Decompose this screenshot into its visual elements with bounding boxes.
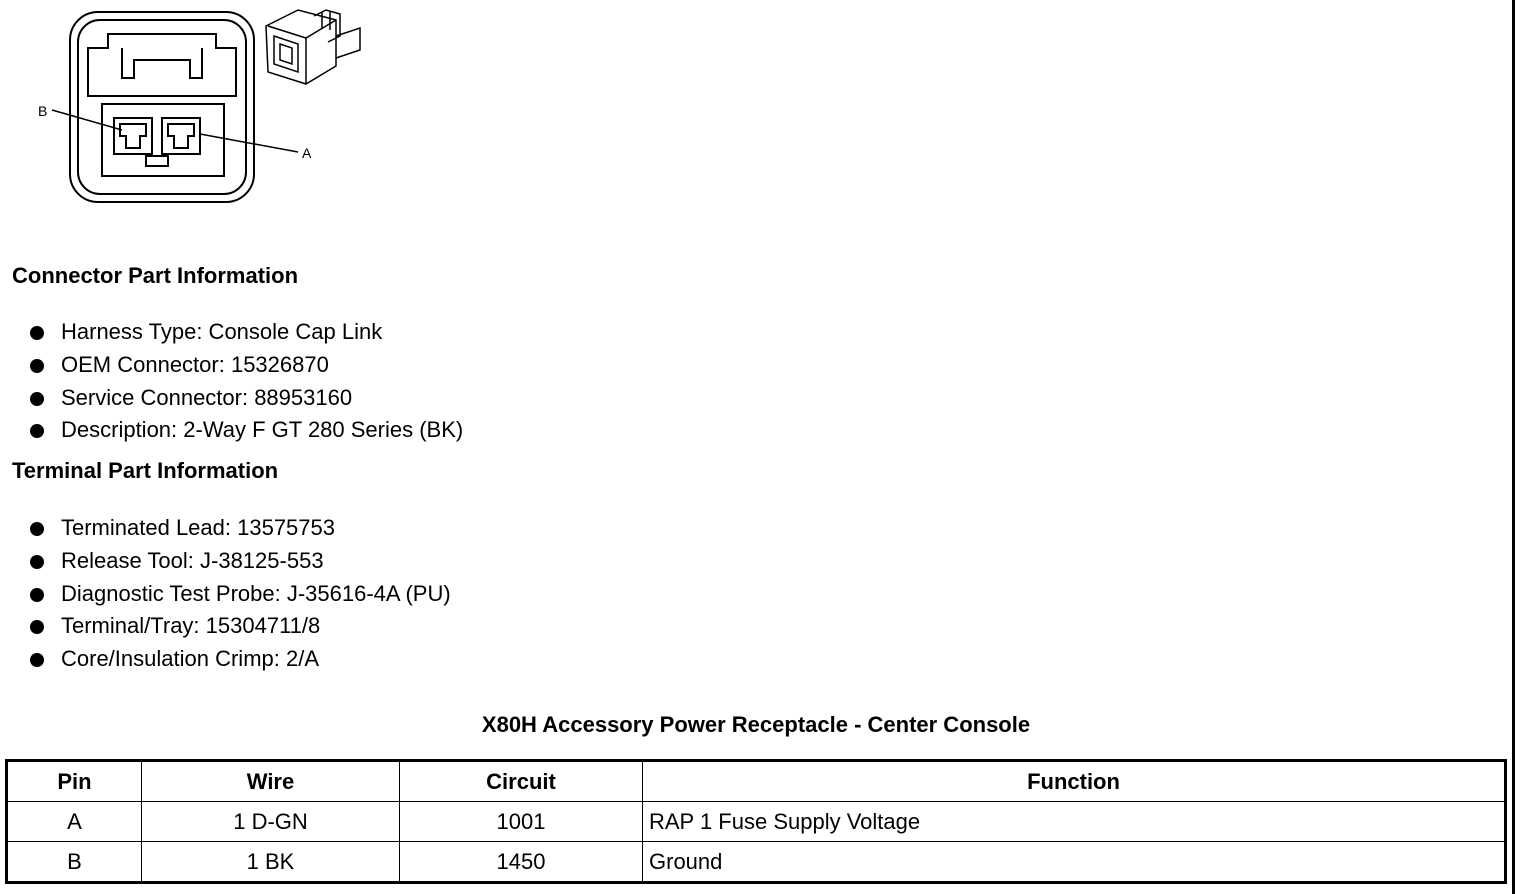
connector-info-list xyxy=(28,316,463,447)
terminal-info-list xyxy=(28,512,451,676)
column-header-pin: Pin xyxy=(7,761,142,802)
table-header-row xyxy=(7,761,1506,802)
bullet-icon xyxy=(30,326,44,340)
page-right-border xyxy=(1512,0,1515,894)
list-item: Service Connector: 88953160 xyxy=(28,382,463,415)
connector-info-heading: Connector Part Information xyxy=(12,263,299,288)
cell-function: Ground xyxy=(643,842,1506,883)
bullet-icon xyxy=(30,392,44,406)
terminal-cavity-a xyxy=(162,118,200,154)
connector-key xyxy=(146,156,168,166)
list-item: OEM Connector: 15326870 xyxy=(28,349,463,382)
pin-label-b: B xyxy=(38,103,48,119)
list-item: Harness Type: Console Cap Link xyxy=(28,316,463,349)
connector-housing-inner xyxy=(78,20,246,194)
pin-table xyxy=(5,759,1507,884)
connector-latch xyxy=(88,34,236,96)
connector-iso-view xyxy=(266,10,360,84)
cell-pin: B xyxy=(7,842,142,883)
list-item: Description: 2-Way F GT 280 Series (BK) xyxy=(28,414,463,447)
bullet-icon xyxy=(30,620,44,634)
bullet-icon xyxy=(30,522,44,536)
column-header-wire: Wire xyxy=(142,761,400,802)
connector-face-diagram xyxy=(30,6,370,216)
bullet-icon xyxy=(30,555,44,569)
list-item: Core/Insulation Crimp: 2/A xyxy=(28,643,451,676)
bullet-icon xyxy=(30,653,44,667)
list-item: Release Tool: J-38125-553 xyxy=(28,545,451,578)
leader-line-a xyxy=(200,134,298,152)
bullet-icon xyxy=(30,424,44,438)
bullet-icon xyxy=(30,588,44,602)
table-row xyxy=(7,802,1506,842)
pin-table-title: X80H Accessory Power Receptacle - Center Console xyxy=(481,712,1031,737)
column-header-circuit: Circuit xyxy=(400,761,643,802)
leader-line-b xyxy=(52,110,122,130)
cell-wire: 1 D-GN xyxy=(142,802,400,842)
list-item: Terminated Lead: 13575753 xyxy=(28,512,451,545)
cell-wire: 1 BK xyxy=(142,842,400,883)
pin-label-a: A xyxy=(302,145,312,161)
terminal-cavity-b xyxy=(114,118,152,154)
terminal-info-heading: Terminal Part Information xyxy=(12,458,279,483)
cell-circuit: 1001 xyxy=(400,802,643,842)
connector-housing-outer xyxy=(70,12,254,202)
list-item: Diagnostic Test Probe: J-35616-4A (PU) xyxy=(28,578,451,611)
cell-function: RAP 1 Fuse Supply Voltage xyxy=(643,802,1506,842)
cell-pin: A xyxy=(7,802,142,842)
connector-latch-tab xyxy=(122,48,202,78)
list-item: Terminal/Tray: 15304711/8 xyxy=(28,610,451,643)
cell-circuit: 1450 xyxy=(400,842,643,883)
table-row xyxy=(7,842,1506,883)
column-header-function: Function xyxy=(643,761,1506,802)
bullet-icon xyxy=(30,359,44,373)
